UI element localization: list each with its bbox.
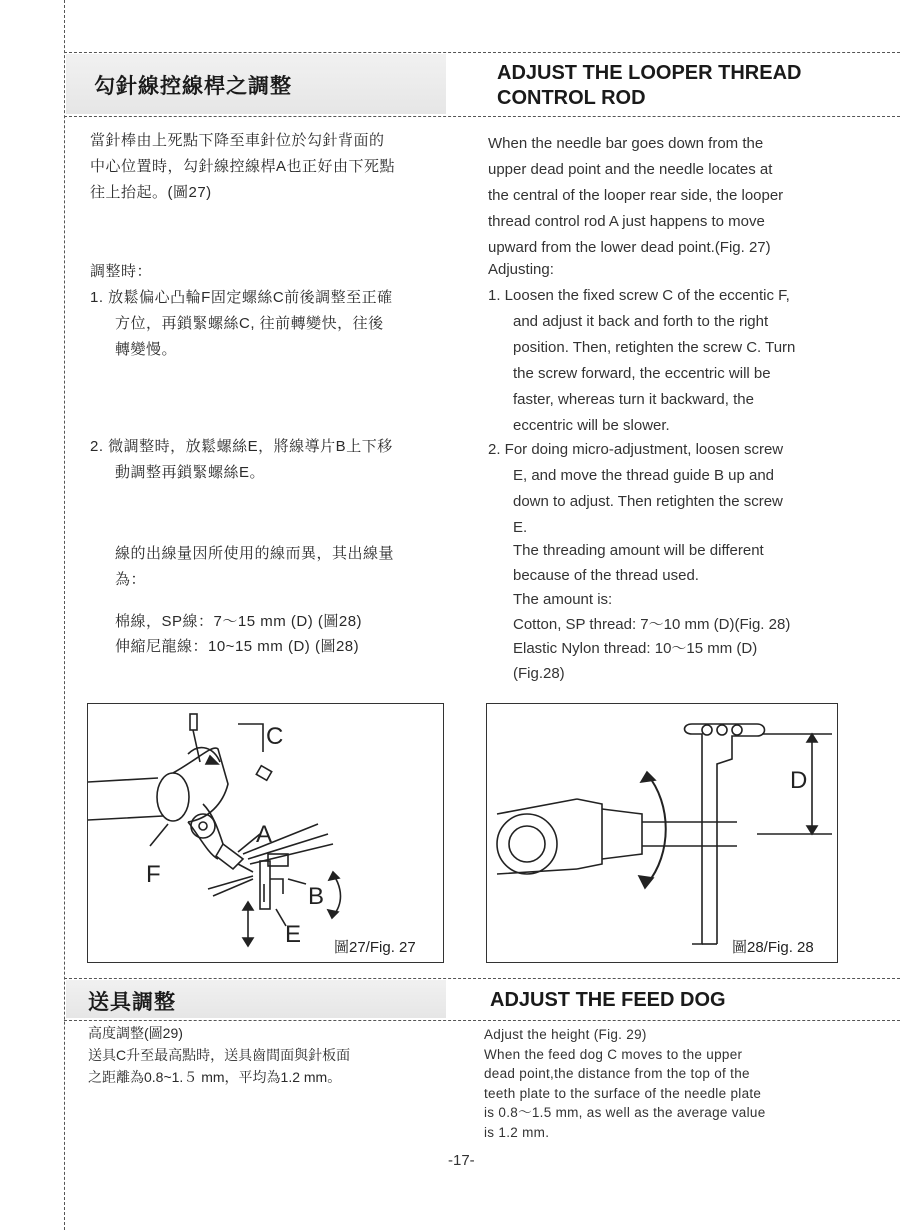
- margin-line: [64, 0, 65, 1230]
- fig27-label-e: E: [285, 921, 302, 948]
- section1-en-title-line1: ADJUST THE LOOPER THREAD: [497, 62, 802, 84]
- section2-top-rule: [64, 978, 900, 979]
- figure-27: [87, 703, 444, 963]
- en-step1: 1. Loosen the fixed screw C of the eccentic F, and adjust it back and forth to the right position. Then, retighten the screw C. Turn the screw forward, the eccentric will be faster, whereas turn it backward, the eccentric will be slower.: [488, 287, 796, 434]
- zh-step1: 1. 放鬆偏心凸輪F固定螺絲C前後調整至正確 方位，再鎖緊螺絲C, 往前轉變快，往後 轉變慢。: [90, 289, 393, 358]
- en-intro: When the needle bar goes down from the upper dead point and the needle locates at the central of the looper rear side, the looper thread control rod A just happens to move upward from the lower dead point.(Fig. 27): [488, 135, 784, 256]
- section1-en-title: [497, 61, 801, 111]
- section2-en-body: Adjust the height (Fig. 29) When the feed dog C moves to the upper dead point,the distance from the top of the teeth plate to the surface of the needle plate is 0.8～1.5 mm, as well as the average value is 1.2 mm.: [484, 1027, 766, 1140]
- section1-top-rule: [64, 52, 900, 53]
- fig27-label-a: A: [256, 821, 273, 848]
- section1-en-title-line2: CONTROL ROD: [497, 87, 646, 109]
- section2-zh-body: 高度調整(圖29) 送具C升至最高點時，送具齒間面與針板面 之距離為0.8~1.５ mm，平均為1.2 mm。: [88, 1025, 351, 1085]
- section2-bottom-rule: [64, 1020, 900, 1021]
- en-thread-amount: The threading amount will be different because of the thread used. The amount is: Cotton, SP thread: 7～10 mm (D)(Fig. 28) Elastic Nylon thread: 10～15 mm (D) (Fig.28): [513, 542, 791, 682]
- fig27-label-b: B: [308, 883, 325, 910]
- figure-28-caption: 圖28/Fig. 28: [732, 939, 814, 956]
- figure-27-drawing: [88, 704, 443, 962]
- section1-zh-title: 勾針線控線桿之調整: [94, 75, 292, 98]
- figure-27-caption: 圖27/Fig. 27: [334, 939, 416, 956]
- figure-28-drawing: [487, 704, 837, 962]
- zh-cotton: 棉線，SP線：7～15 mm (D) (圖28): [115, 613, 363, 630]
- fig27-label-f: F: [146, 861, 161, 888]
- section2-zh-title: 送具調整: [88, 991, 176, 1014]
- zh-adjusting-label: 調整時：: [90, 263, 153, 280]
- fig28-label-d: D: [790, 767, 808, 794]
- page-number: -17-: [448, 1152, 475, 1169]
- figure-28: [486, 703, 838, 963]
- en-adjusting-label: Adjusting:: [488, 261, 554, 278]
- zh-step2: 2. 微調整時，放鬆螺絲E，將線導片B上下移 動調整再鎖緊螺絲E。: [90, 438, 393, 481]
- section2-en-title: ADJUST THE FEED DOG: [490, 989, 726, 1011]
- zh-thread-amount: 線的出線量因所使用的線而異，其出線量 為：: [115, 545, 395, 588]
- section1-bottom-rule: [64, 116, 900, 117]
- fig27-label-c: C: [266, 723, 284, 750]
- zh-intro: 當針棒由上死點下降至車針位於勾針背面的 中心位置時，勾針線控線桿A也正好由下死點 往上抬起。(圖27): [90, 132, 396, 201]
- en-step2: 2. For doing micro-adjustment, loosen screw E, and move the thread guide B up and down to adjust. Then retighten the screw E.: [488, 441, 784, 536]
- zh-elastic: 伸縮尼龍線：10~15 mm (D) (圖28): [115, 638, 360, 655]
